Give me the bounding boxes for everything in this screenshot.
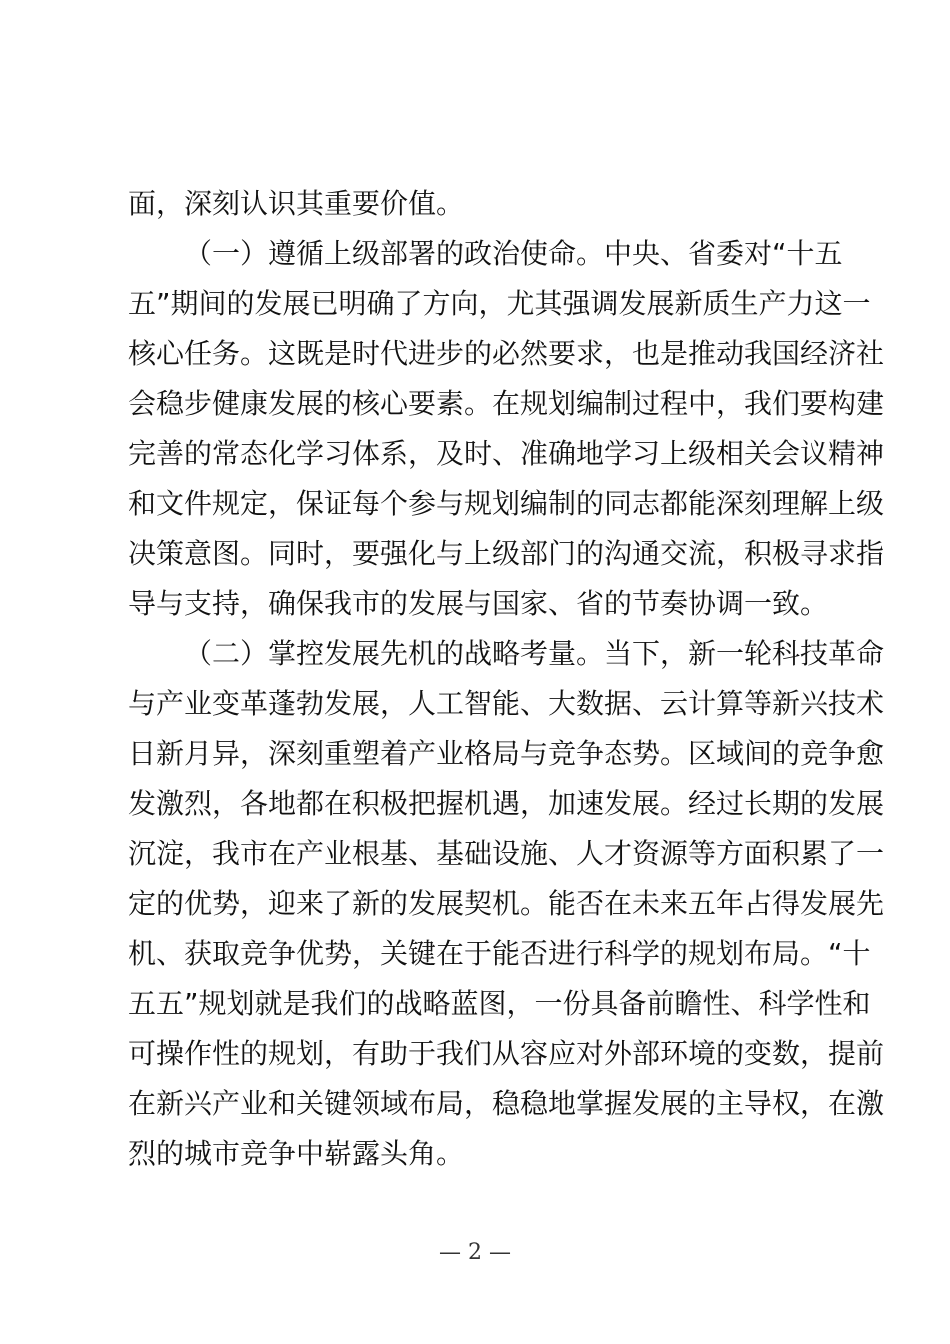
text-line: 和文件规定，保证每个参与规划编制的同志都能深刻理解上级: [128, 487, 885, 520]
text-line: 机、获取竞争优势，关键在于能否进行科学的规划布局。“十: [128, 937, 871, 970]
text-line: 五”期间的发展已明确了方向，尤其强调发展新质生产力这一: [128, 287, 871, 320]
text-line: 沉淀，我市在产业根基、基础设施、人才资源等方面积累了一: [128, 837, 885, 870]
text-line: 定的优势，迎来了新的发展契机。能否在未来五年占得发展先: [128, 887, 885, 920]
text-line: 核心任务。这既是时代进步的必然要求，也是推动我国经济社: [128, 337, 885, 370]
text-line: 与产业变革蓬勃发展，人工智能、大数据、云计算等新兴技术: [128, 687, 885, 720]
text-line: 在新兴产业和关键领域布局，稳稳地掌握发展的主导权，在激: [128, 1087, 885, 1120]
section-heading-line: （一）遵循上级部署的政治使命。中央、省委对“十五: [184, 237, 843, 270]
section-heading-line: （二）掌控发展先机的战略考量。当下，新一轮科技革命: [184, 637, 885, 670]
text-line: 会稳步健康发展的核心要素。在规划编制过程中，我们要构建: [128, 387, 885, 420]
text-line: 决策意图。同时，要强化与上级部门的沟通交流，积极寻求指: [128, 537, 885, 570]
text-line: 五五”规划就是我们的战略蓝图，一份具备前瞻性、科学性和: [128, 987, 871, 1020]
text-line: 烈的城市竞争中崭露头角。: [128, 1137, 465, 1170]
text-line: 可操作性的规划，有助于我们从容应对外部环境的变数，提前: [128, 1037, 885, 1070]
text-line: 日新月异，深刻重塑着产业格局与竞争态势。区域间的竞争愈: [128, 737, 885, 770]
page-number: — 2 —: [439, 1240, 511, 1265]
text-line: 导与支持，确保我市的发展与国家、省的节奏协调一致。: [128, 587, 829, 620]
text-line: 完善的常态化学习体系，及时、准确地学习上级相关会议精神: [128, 437, 885, 470]
text-line: 面，深刻认识其重要价值。: [128, 187, 465, 220]
text-line: 发激烈，各地都在积极把握机遇，加速发展。经过长期的发展: [128, 787, 885, 820]
